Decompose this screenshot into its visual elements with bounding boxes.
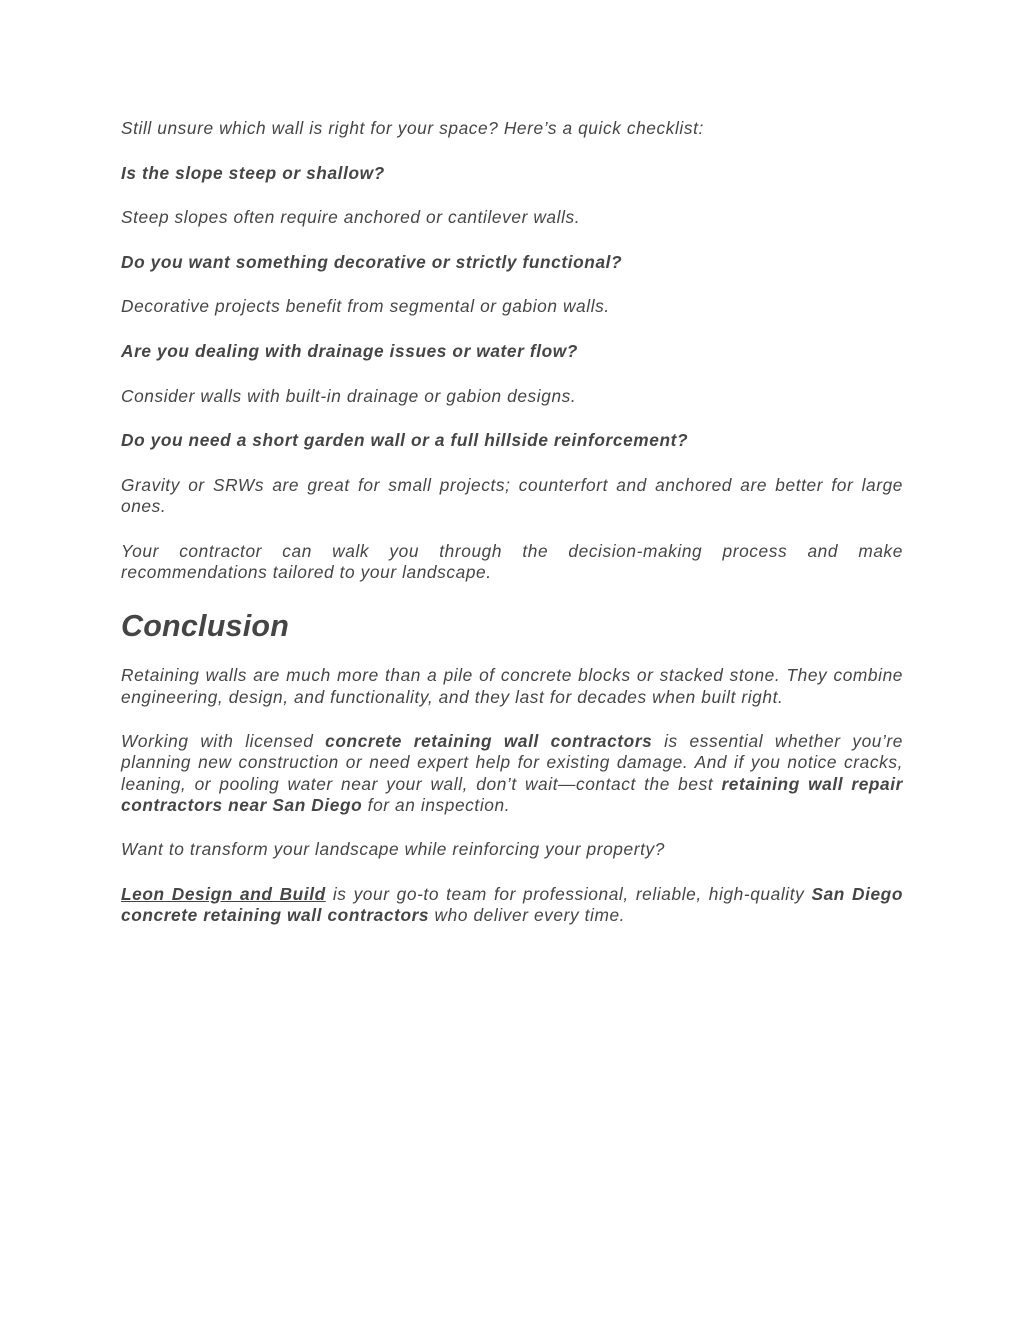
paragraph-text: Working with licensed [121, 731, 326, 752]
checklist-question-size: Do you need a short garden wall or a full hillside reinforcement? [121, 430, 689, 451]
checklist-question-decorative: Do you want something decorative or strictly functional? [121, 251, 623, 272]
conclusion-paragraph-2 [121, 731, 903, 816]
checklist-answer-drainage: Consider walls with built-in drainage or gabion designs. [121, 385, 577, 406]
checklist-answer-decorative: Decorative projects benefit from segmental or gabion walls. [121, 296, 610, 317]
paragraph-text: for an inspection. [362, 794, 511, 815]
document-body [121, 118, 903, 950]
leon-design-build-link[interactable]: Leon Design and Build [121, 883, 326, 904]
checklist-intro: Still unsure which wall is right for your space? Here’s a quick checklist: [121, 118, 704, 138]
paragraph-text: who deliver every time. [429, 905, 626, 926]
bold-keyword-san-diego-contractors: San Diego concrete retaining wall contractors [121, 883, 903, 926]
bold-keyword-concrete-contractors: concrete retaining wall contractors [325, 731, 653, 752]
paragraph-text: is your go-to team for professional, reliable, high-quality [325, 883, 812, 904]
conclusion-paragraph-3: Want to transform your landscape while reinforcing your property? [121, 839, 665, 860]
checklist-answer-slope: Steep slopes often require anchored or cantilever walls. [121, 207, 581, 228]
conclusion-heading: Conclusion [121, 609, 290, 644]
contractor-note: Your contractor can walk you through the decision-making process and make recommendations tailored to your landscape. [121, 540, 903, 582]
paragraph-text: is essential whether you’re planning new construction or need expert help for existing damage. And if you notice cracks, leaning, or pooling water near your wall, don’t wait—contact the best [121, 731, 903, 794]
checklist-question-slope: Is the slope steep or shallow? [121, 162, 385, 183]
checklist-question-drainage: Are you dealing with drainage issues or water flow? [121, 340, 578, 361]
conclusion-paragraph-4 [121, 884, 903, 926]
conclusion-paragraph-1: Retaining walls are much more than a pile of concrete blocks or stacked stone. They combine engineering, design, and functionality, and they last for decades when built right. [121, 665, 903, 707]
bold-keyword-repair-contractors: retaining wall repair contractors near San Diego [121, 773, 903, 815]
checklist-answer-size: Gravity or SRWs are great for small projects; counterfort and anchored are better for large ones. [121, 474, 903, 516]
